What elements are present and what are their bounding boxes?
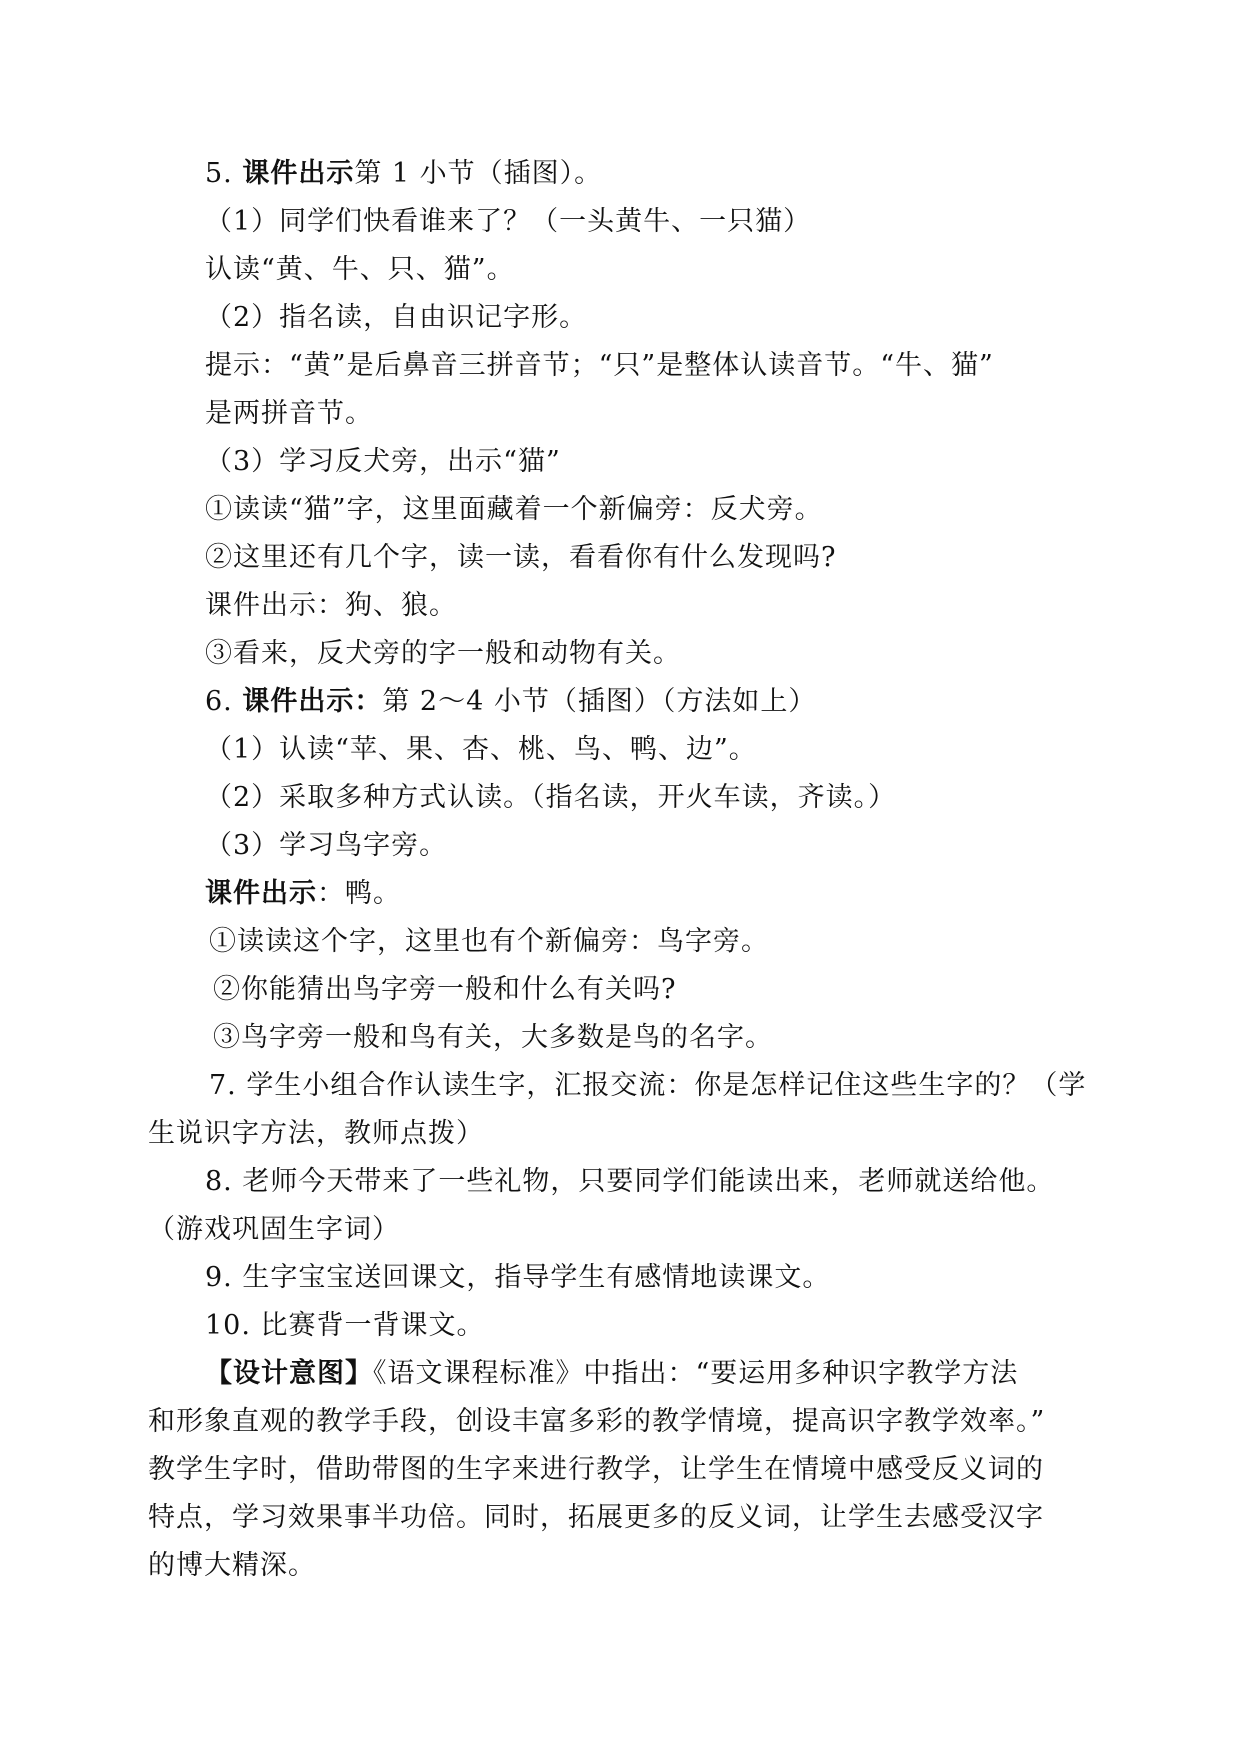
line-segment: （1）认读“苹、果、杏、桃、鸟、鸭、边”。 [205, 734, 757, 765]
text-line [205, 1164, 1054, 1200]
text-line [213, 972, 676, 1008]
line-segment: 认读“黄、牛、只、猫”。 [205, 254, 515, 285]
text-line [148, 1404, 1045, 1440]
text-line [205, 492, 823, 528]
line-segment: 9. 生字宝宝送回课文，指导学生有感情地读课文。 [205, 1262, 831, 1293]
text-line [148, 1452, 1044, 1488]
line-segment: ：鸭。 [317, 878, 401, 909]
text-line [205, 540, 836, 576]
text-line [205, 156, 602, 192]
line-segment: 和形象直观的教学手段，创设丰富多彩的教学情境，提高识字教学效率。” [148, 1406, 1046, 1437]
line-segment: 是两拼音节。 [205, 398, 373, 429]
text-line [148, 1212, 400, 1248]
line-segment: 第 1 小节（插图）。 [354, 158, 603, 189]
line-segment-bold: 课件出示： [242, 686, 383, 717]
line-segment: 《语文课程标准》中指出：“要运用多种识字教学方法 [373, 1358, 1019, 1389]
text-line [209, 1068, 1086, 1104]
line-segment: ③鸟字旁一般和鸟有关，大多数是鸟的名字。 [213, 1022, 773, 1053]
text-line [205, 396, 373, 432]
line-segment: （3）学习反犬旁，出示“猫” [205, 446, 561, 477]
text-line [205, 780, 896, 816]
text-line [205, 444, 561, 480]
line-segment: ②你能猜出鸟字旁一般和什么有关吗? [213, 974, 677, 1005]
text-line [205, 348, 994, 384]
line-segment: 生说识字方法，教师点拨） [148, 1118, 484, 1149]
text-line [148, 1548, 316, 1584]
text-line [205, 732, 757, 768]
line-segment: 教学生字时，借助带图的生字来进行教学，让学生在情境中感受反义词的 [148, 1454, 1044, 1485]
text-line [205, 876, 401, 912]
text-line [205, 1356, 1018, 1392]
line-segment: （3）学习鸟字旁。 [205, 830, 448, 861]
line-segment: ①读读这个字，这里也有个新偏旁：鸟字旁。 [209, 926, 769, 957]
line-segment: （游戏巩固生字词） [148, 1214, 400, 1245]
line-segment: 特点，学习效果事半功倍。同时，拓展更多的反义词，让学生去感受汉字 [148, 1502, 1044, 1533]
text-line [205, 588, 457, 624]
line-segment: 的博大精深。 [148, 1550, 316, 1581]
line-segment: （1）同学们快看谁来了？（一头黄牛、一只猫） [205, 206, 812, 237]
line-segment: （2）指名读，自由识记字形。 [205, 302, 588, 333]
text-line [205, 252, 515, 288]
line-segment-bold: 【设计意图】 [205, 1358, 373, 1389]
line-segment: 提示：“黄”是后鼻音三拼音节；“只”是整体认读音节。“牛、猫” [205, 350, 994, 381]
line-segment: 7. 学生小组合作认读生字，汇报交流：你是怎样记住这些生字的？（学 [209, 1070, 1087, 1101]
text-line [205, 1260, 830, 1296]
text-line [148, 1116, 484, 1152]
text-line [205, 204, 811, 240]
text-line [148, 1500, 1044, 1536]
line-segment: 课件出示：狗、狼。 [205, 590, 457, 621]
line-segment: 第 2～4 小节（插图）（方法如上） [382, 686, 817, 717]
line-segment: ①读读“猫”字，这里面藏着一个新偏旁：反犬旁。 [205, 494, 823, 525]
text-line [205, 636, 681, 672]
text-line [205, 300, 587, 336]
line-segment: 5. [205, 158, 243, 189]
text-line [209, 924, 769, 960]
text-line [213, 1020, 773, 1056]
line-segment: ②这里还有几个字，读一读，看看你有什么发现吗? [205, 542, 837, 573]
text-line [205, 1308, 485, 1344]
text-line [205, 684, 816, 720]
line-segment: （2）采取多种方式认读。（指名读，开火车读，齐读。） [205, 782, 897, 813]
line-segment: 8. 老师今天带来了一些礼物，只要同学们能读出来，老师就送给他。 [205, 1166, 1055, 1197]
line-segment-bold: 课件出示 [242, 158, 355, 189]
line-segment: ③看来，反犬旁的字一般和动物有关。 [205, 638, 681, 669]
line-segment: 10. 比赛背一背课文。 [205, 1310, 485, 1341]
line-segment-bold: 课件出示 [205, 878, 317, 909]
line-segment: 6. [205, 686, 243, 717]
text-line [205, 828, 447, 864]
